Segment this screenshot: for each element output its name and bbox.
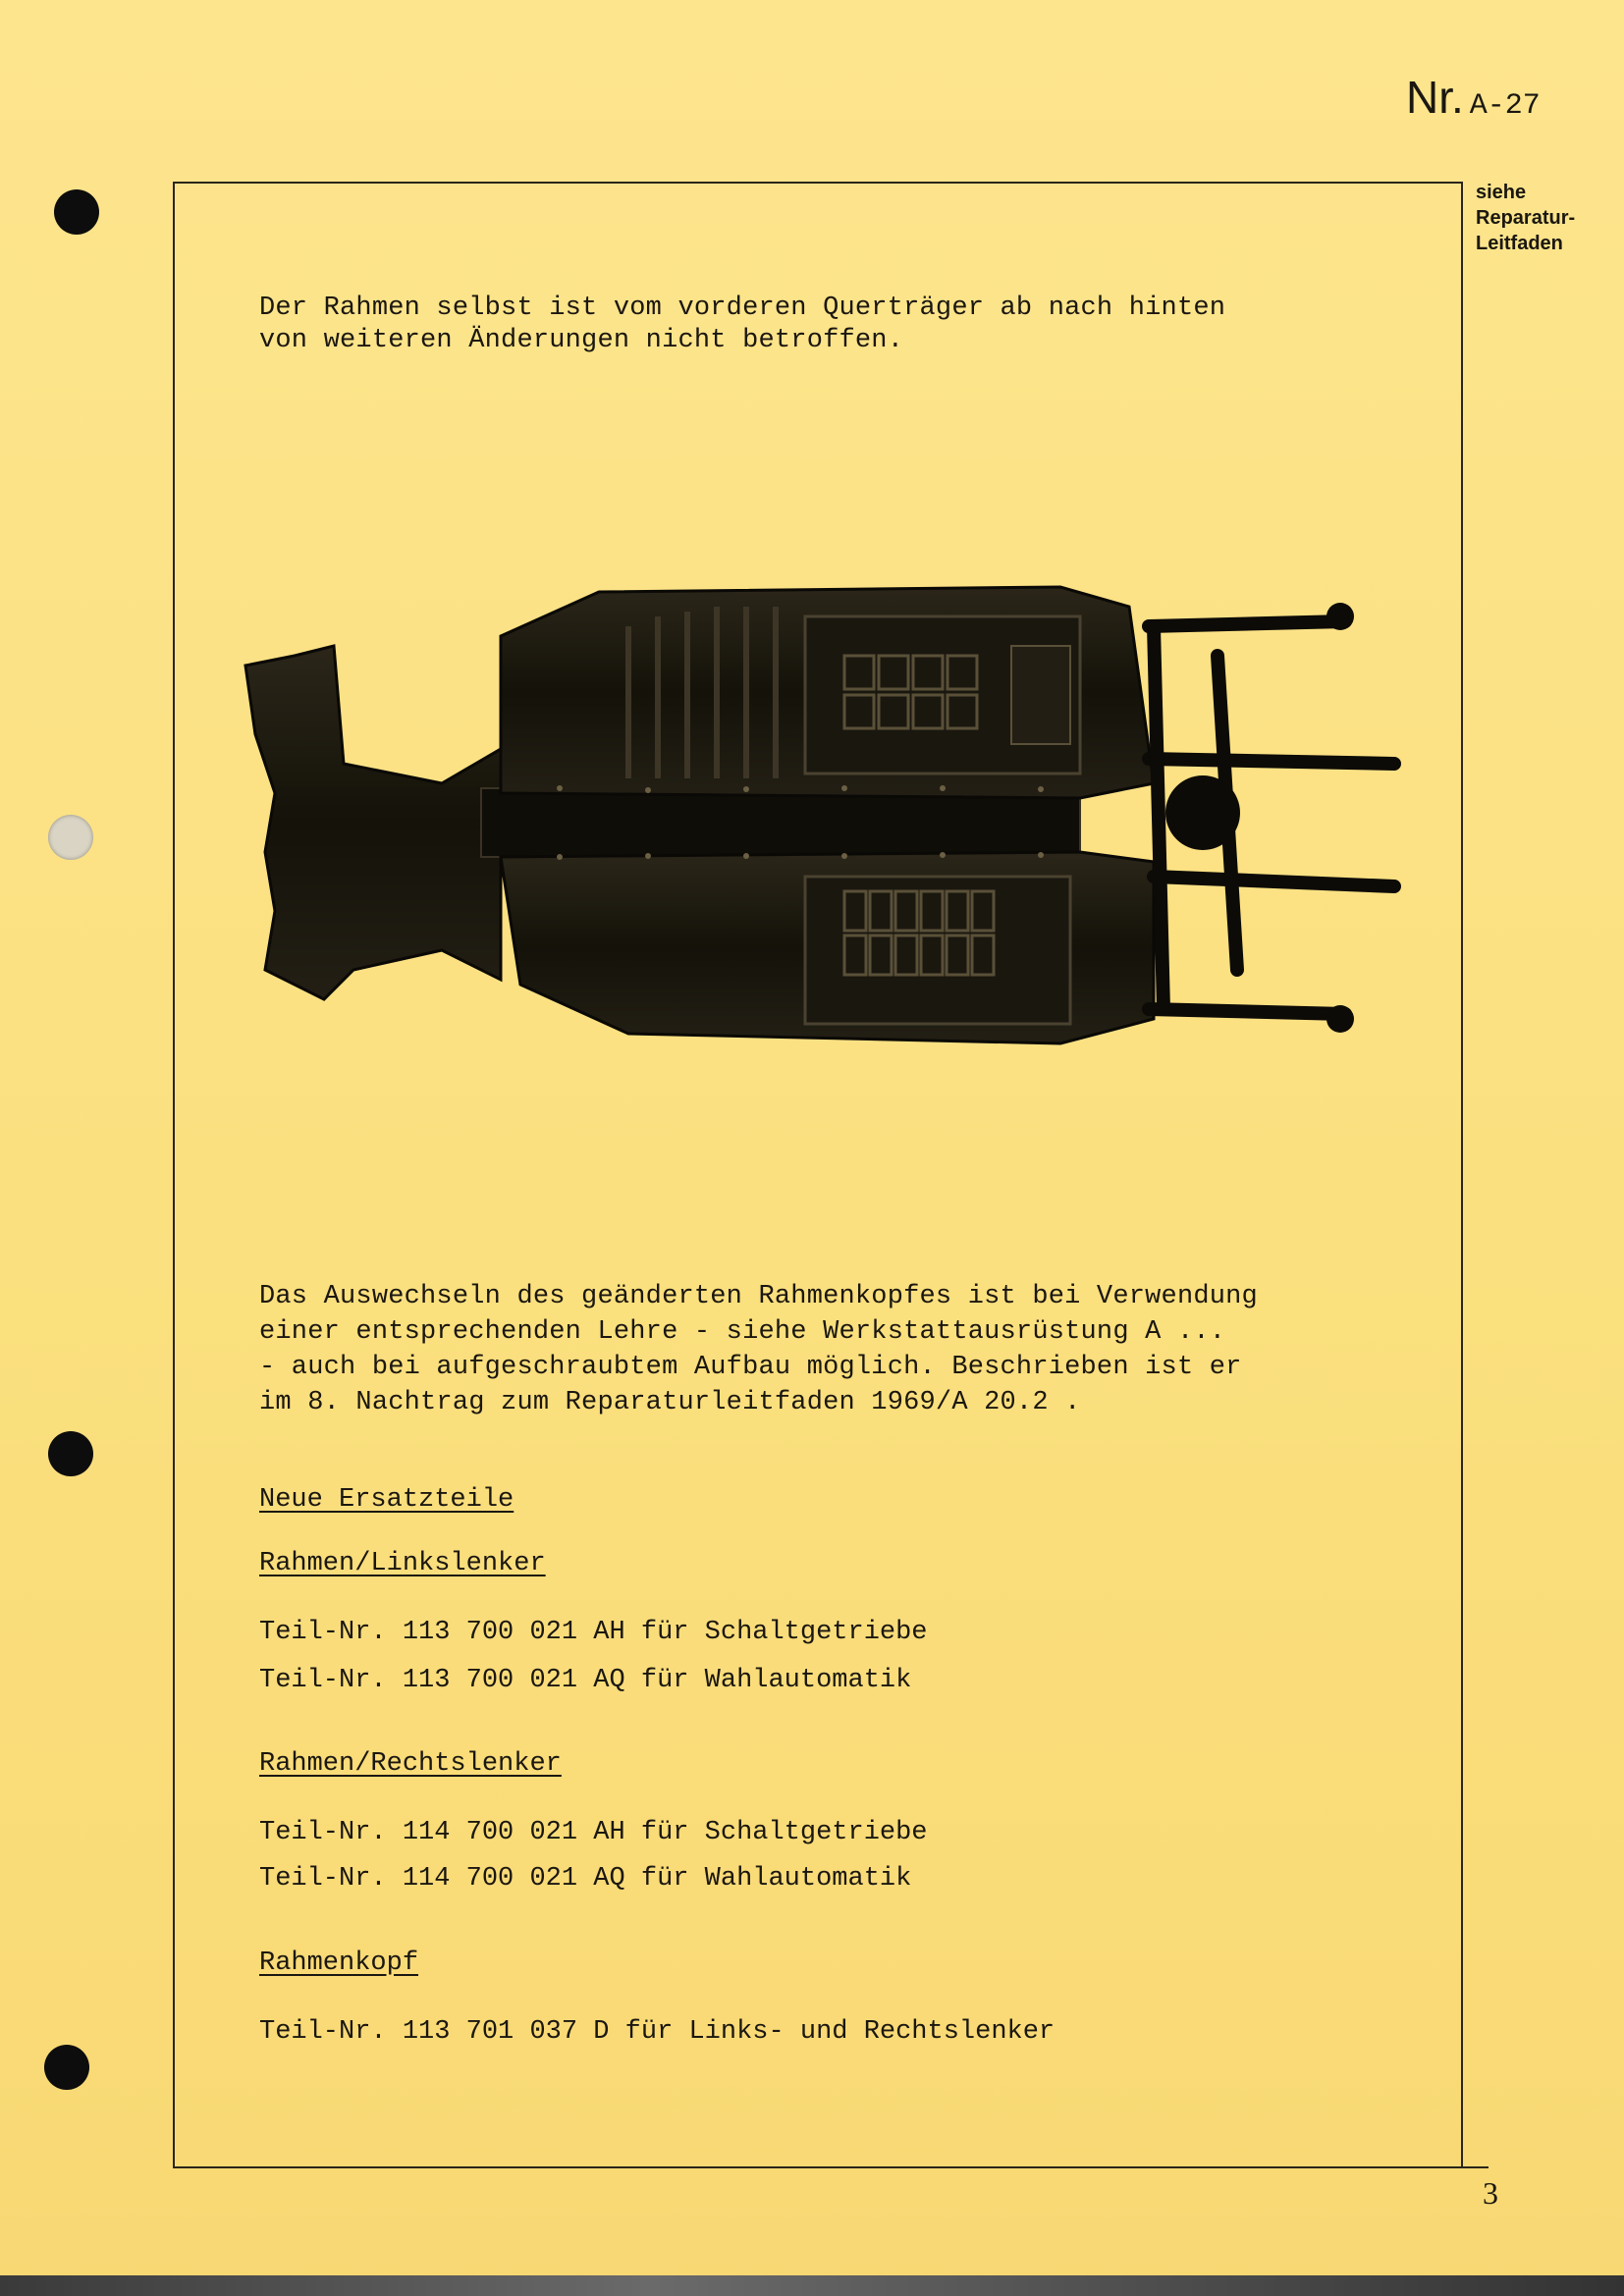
part-line: Teil-Nr. 113 700 021 AH für Schaltgetriebe	[259, 1618, 928, 1647]
document-number-value: A-27	[1469, 89, 1541, 123]
group-heading-rahmenkopf: Rahmenkopf	[259, 1949, 419, 1978]
side-note	[1476, 180, 1603, 256]
part-line: Teil-Nr. 113 701 037 D für Links- und Rechtslenker	[259, 2017, 1056, 2047]
part-line: Teil-Nr. 114 700 021 AH für Schaltgetriebe	[259, 1818, 928, 1847]
binder-hole	[48, 815, 93, 860]
group-heading-rahmen-linkslenker: Rahmen/Linkslenker	[259, 1549, 546, 1578]
binder-hole	[48, 1431, 93, 1476]
side-note-line: siehe	[1476, 182, 1527, 203]
document-number	[1406, 71, 1541, 124]
side-note-line: Reparatur-	[1476, 207, 1576, 229]
binder-hole	[54, 189, 99, 235]
binder-hole	[44, 2045, 89, 2090]
document-number-label: Nr.	[1406, 72, 1464, 123]
page-number: 3	[1483, 2175, 1498, 2211]
part-line: Teil-Nr. 114 700 021 AQ für Wahlautomatik	[259, 1864, 912, 1894]
page-frame-bottom-line	[173, 2166, 1489, 2168]
group-heading-rahmen-rechtslenker: Rahmen/Rechtslenker	[259, 1749, 562, 1779]
spare-parts-title: Neue Ersatzteile	[259, 1485, 514, 1515]
scan-edge	[0, 2275, 1624, 2296]
intro-paragraph: Der Rahmen selbst ist vom vorderen Querträger ab nach hinten von weiteren Änderungen nicht betroffen.	[259, 294, 1226, 355]
side-note-line: Leitfaden	[1476, 233, 1563, 254]
body-paragraph: Das Auswechseln des geänderten Rahmenkopfes ist bei Verwendung einer entsprechenden Lehre - siehe Werkstattausrüstung A ... - auch bei aufgeschraubtem Aufbau möglich. Beschrieben ist er im 8. Nachtrag zum Reparaturleitfaden 1969/A 20.2 .	[259, 1282, 1258, 1417]
part-line: Teil-Nr. 113 700 021 AQ für Wahlautomatik	[259, 1666, 912, 1695]
chassis-frame-photo	[236, 538, 1404, 1107]
